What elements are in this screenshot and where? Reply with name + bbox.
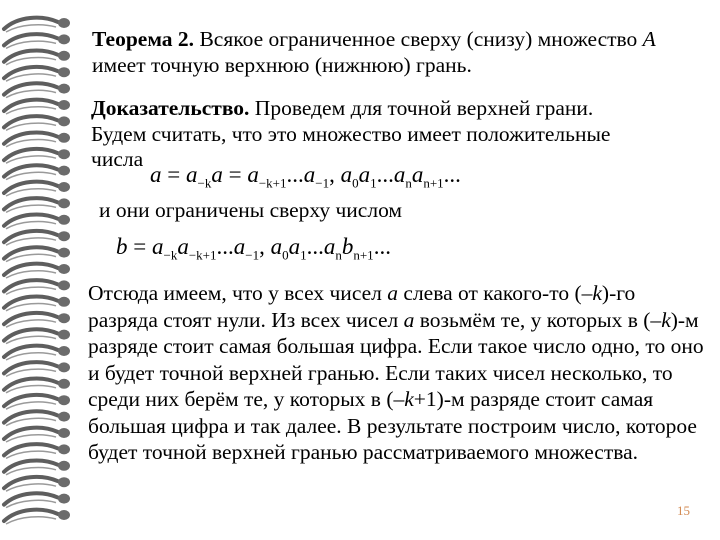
theorem-set-name: A: [642, 27, 656, 51]
main-variable: k: [661, 307, 671, 332]
formula-a-dots: ...: [376, 162, 394, 187]
binding-ring: [4, 34, 70, 48]
binding-ring: [4, 214, 70, 228]
main-variable: a: [387, 281, 399, 305]
binding-hole: [58, 264, 70, 274]
formula-a-lhs: a: [150, 162, 162, 187]
binding-hole: [58, 494, 70, 504]
formula-b-dots: ...: [216, 234, 234, 259]
binding-ring: [4, 198, 70, 212]
formula-a-term: a: [340, 162, 353, 187]
formula-a-comma: ,: [329, 162, 341, 187]
binding-hole: [58, 100, 70, 110]
binding-ring: [4, 444, 70, 458]
binding-ring: [4, 460, 70, 474]
binding-hole: [58, 510, 70, 520]
bounded-text: и они ограничены сверху числом: [99, 198, 403, 222]
formula-a-term: a: [411, 162, 424, 187]
binding-ring: [4, 362, 70, 376]
binding-hole: [58, 182, 70, 192]
binding-ring: [4, 18, 70, 32]
binding-hole: [58, 116, 70, 126]
formula-b-sub: −1: [245, 247, 260, 263]
formula-a-term: a: [393, 162, 406, 187]
formula-a-term: a: [303, 162, 316, 187]
formula-b-term: a: [177, 234, 189, 259]
theorem-text-1: Всякое ограниченное сверху (снизу) множество: [194, 27, 643, 51]
binding-ring: [4, 231, 70, 245]
formula-a-eq: =: [161, 162, 186, 187]
proof-line-2: Будем считать, что это множество имеет положительные: [91, 121, 611, 146]
binding-ring: [4, 116, 70, 130]
binding-hole: [58, 428, 70, 438]
main-paragraph: [88, 280, 708, 466]
proof-line-3: числа: [91, 147, 144, 171]
binding-hole: [58, 330, 70, 340]
spiral-binding-graphic: [0, 0, 80, 540]
formula-b-sub: n+1: [353, 247, 374, 263]
proof-line-1: [91, 96, 691, 122]
binding-ring: [4, 247, 70, 261]
binding-ring: [4, 395, 70, 409]
binding-ring: [4, 493, 70, 507]
binding-hole: [58, 133, 70, 143]
formula-a-sub: n: [405, 175, 412, 191]
formula-b-sub: −k+1: [188, 247, 217, 263]
formula-b-comma: ,: [259, 234, 271, 259]
formula-a-term: a: [247, 162, 259, 187]
formula-a-term: a: [358, 162, 371, 187]
formula-b-sub: 0: [282, 247, 289, 263]
spiral-binding: [0, 0, 80, 540]
formula-a-sub: n+1: [423, 175, 444, 191]
binding-ring: [4, 50, 70, 64]
binding-hole: [58, 362, 70, 372]
binding-hole: [58, 346, 70, 356]
formula-b-term: a: [288, 234, 301, 259]
proof-line-1-text: Проведем для точной верхней грани.: [249, 96, 594, 120]
formula-a-sub: 1: [370, 175, 377, 191]
formula-a-sub: −1: [315, 175, 330, 191]
binding-hole: [58, 149, 70, 159]
theorem-label: Теорема 2.: [92, 27, 195, 51]
binding-hole: [58, 34, 70, 44]
binding-ring: [4, 264, 70, 278]
formula-a-dots: ...: [443, 162, 461, 187]
binding-ring: [4, 313, 70, 327]
formula-b-term: a: [233, 234, 246, 259]
formula-b-term: b: [341, 234, 354, 259]
binding-ring: [4, 132, 70, 146]
binding-hole: [58, 231, 70, 241]
binding-hole: [58, 198, 70, 208]
binding-ring: [4, 67, 70, 81]
binding-hole: [58, 461, 70, 471]
main-text-part: )-го разряда стоят нули. Из всех чисел: [88, 281, 636, 332]
formula-a: [150, 162, 461, 192]
binding-ring: [4, 329, 70, 343]
main-text-part: возьмём те, у которых в (–: [414, 307, 662, 332]
binding-ring: [4, 428, 70, 442]
binding-hole: [58, 280, 70, 290]
theorem-statement: [92, 27, 692, 78]
binding-ring: [4, 165, 70, 179]
page-number: 15: [677, 503, 690, 518]
formula-a-eq: =: [222, 162, 248, 187]
binding-ring: [4, 296, 70, 310]
binding-ring: [4, 149, 70, 163]
formula-b-eq: =: [127, 234, 152, 259]
binding-ring: [4, 411, 70, 425]
formula-b-sub: n: [335, 247, 342, 263]
main-variable: k: [592, 281, 602, 305]
binding-ring: [4, 378, 70, 392]
formula-b-sub: −k: [163, 247, 178, 263]
formula-a-term: a: [185, 162, 198, 187]
binding-hole: [58, 379, 70, 389]
binding-ring: [4, 83, 70, 97]
proof-label: Доказательство.: [91, 96, 250, 120]
formula-b-dots: ...: [306, 234, 324, 259]
binding-hole: [58, 395, 70, 405]
formula-a-sub: −k: [197, 175, 212, 191]
binding-hole: [58, 477, 70, 487]
main-variable: k: [404, 387, 414, 411]
binding-hole: [58, 215, 70, 225]
binding-hole: [58, 297, 70, 307]
binding-ring: [4, 346, 70, 360]
formula-b-term: a: [323, 234, 336, 259]
formula-b-sub: 1: [300, 247, 307, 263]
formula-b-lhs: b: [116, 234, 128, 259]
main-text-part: +1)-м разряде стоит самая большая цифра и так далее. В результате построим число, которое будет точной верхней гранью рассматриваемого множества.: [88, 387, 697, 464]
formula-a-sub: −k+1: [258, 175, 287, 191]
binding-hole: [58, 313, 70, 323]
formula-a-term: a: [211, 162, 223, 187]
binding-hole: [58, 248, 70, 258]
main-text-part: )-м разряде стоит самая большая цифра. Если такое число одно, то оно и будет точной верхней гранью. Если таких чисел несколько, то среди них берём те, у которых в (–: [88, 307, 704, 411]
binding-hole: [58, 18, 70, 28]
formula-b-dots: ...: [373, 234, 391, 259]
formula-a-dots: ...: [286, 162, 304, 187]
main-text-part: слева от какого-то (–: [398, 281, 593, 305]
binding-ring: [4, 510, 70, 524]
binding-hole: [58, 51, 70, 61]
main-variable: a: [403, 307, 415, 332]
formula-b: [116, 234, 391, 264]
binding-hole: [58, 67, 70, 77]
formula-b-term: a: [151, 234, 164, 259]
binding-hole: [58, 84, 70, 94]
binding-hole: [58, 412, 70, 422]
binding-hole: [58, 444, 70, 454]
slide-content: [88, 0, 720, 540]
formula-a-sub: 0: [352, 175, 359, 191]
main-text-part: Отсюда имеем, что у всех чисел: [88, 281, 388, 305]
binding-ring: [4, 477, 70, 491]
theorem-text-2: имеет точную верхнюю (нижнюю) грань.: [92, 52, 472, 77]
binding-hole: [58, 166, 70, 176]
binding-ring: [4, 280, 70, 294]
formula-b-term: a: [270, 234, 283, 259]
binding-ring: [4, 100, 70, 114]
binding-ring: [4, 182, 70, 196]
